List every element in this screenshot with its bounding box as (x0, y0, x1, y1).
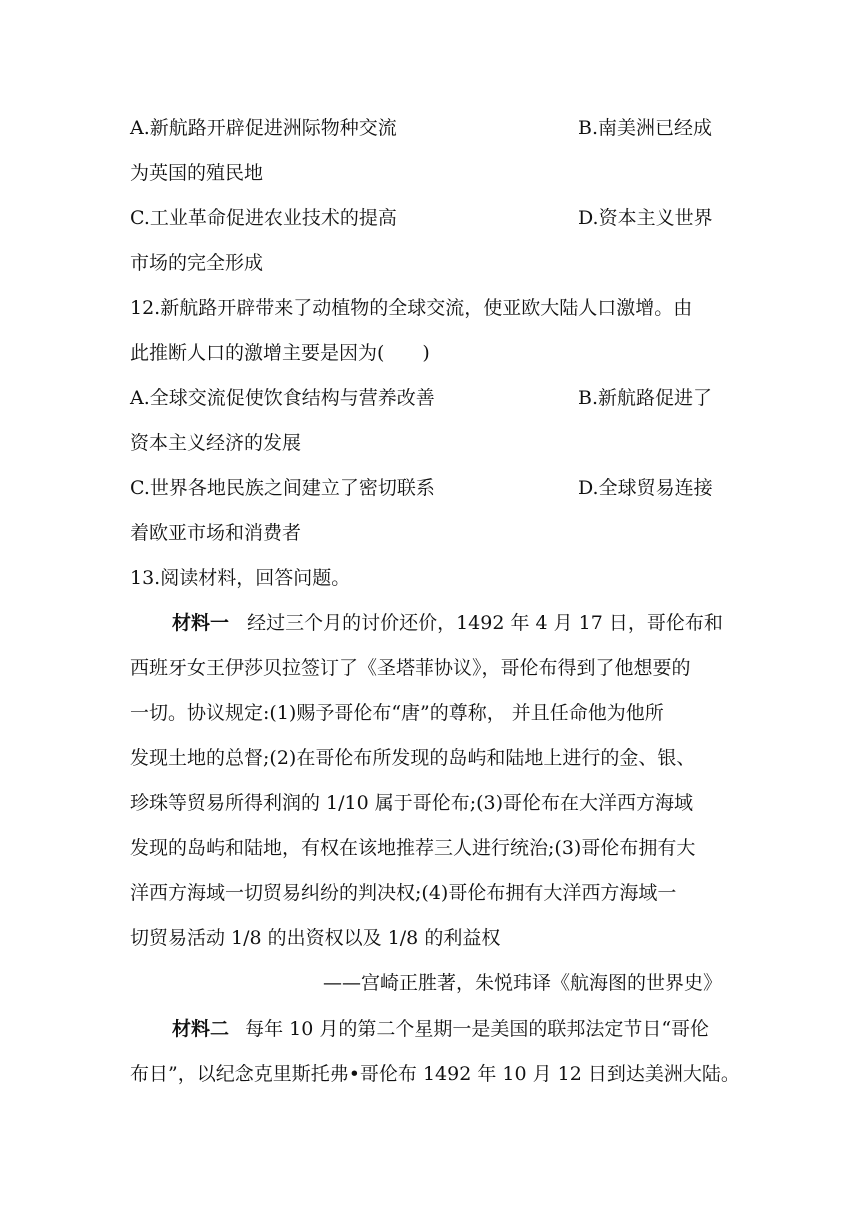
q12-option-b-continued: 资本主义经济的发展 (130, 432, 302, 454)
material1-source: ——宫崎正胜著，朱悦玮译《航海图的世界史》 (322, 972, 722, 994)
material1-line5: 珍珠等贸易所得利润的 1/10 属于哥伦布;(3)哥伦布在大洋西方海域 (130, 792, 694, 814)
q12-option-b: B.新航路促进了 (578, 387, 713, 409)
q12-option-a: A.全球交流促使饮食结构与营养改善 (130, 387, 435, 409)
q11-option-c: C.工业革命促进农业技术的提高 (130, 207, 397, 229)
q11-option-a: A.新航路开辟促进洲际物种交流 (130, 117, 397, 139)
q12-option-d: D.全球贸易连接 (578, 477, 713, 499)
material1-line8: 切贸易活动 1/8 的出资权以及 1/8 的利益权 (130, 927, 501, 949)
material2-text-line1: 每年 10 月的第二个星期一是美国的联邦法定节日“哥伦 (245, 1018, 710, 1040)
material2-line1 (172, 1017, 709, 1041)
q11-option-b: B.南美洲已经成 (578, 117, 713, 139)
material1-text-line1: 经过三个月的讨价还价，1492 年 4 月 17 日，哥伦布和 (247, 612, 723, 634)
material1-line3: 一切。协议规定:(1)赐予哥伦布“唐”的尊称， 并且任命他为他所 (130, 702, 664, 724)
material2-line2: 布日”，以纪念克里斯托弗•哥伦布 1492 年 10 月 12 日到达美洲大陆。 (130, 1063, 740, 1085)
q12-option-c: C.世界各地民族之间建立了密切联系 (130, 477, 435, 499)
material1-line7: 洋西方海域一切贸易纠纷的判决权;(4)哥伦布拥有大洋西方海域一 (130, 882, 677, 904)
q12-stem-line2: 此推断人口的激增主要是因为( ) (130, 342, 430, 364)
material1-line6: 发现的岛屿和陆地，有权在该地推荐三人进行统治;(3)哥伦布拥有大 (130, 837, 696, 859)
q12-stem-line1: 12.新航路开辟带来了动植物的全球交流，使亚欧大陆人口激增。由 (130, 297, 693, 319)
material1-label: 材料一 (172, 612, 230, 634)
q11-option-d: D.资本主义世界 (578, 207, 713, 229)
q12-option-d-continued: 着欧亚市场和消费者 (130, 522, 302, 544)
material1-line2: 西班牙女王伊莎贝拉签订了《圣塔菲协议》，哥伦布得到了他想要的 (130, 657, 691, 679)
material1-line1 (172, 611, 723, 635)
q13-stem: 13.阅读材料，回答问题。 (130, 567, 351, 589)
material2-label: 材料二 (172, 1018, 230, 1040)
q11-option-d-continued: 市场的完全形成 (130, 252, 264, 274)
material1-line4: 发现土地的总督;(2)在哥伦布所发现的岛屿和陆地上进行的金、银、 (130, 747, 696, 769)
q11-option-b-continued: 为英国的殖民地 (130, 162, 264, 184)
